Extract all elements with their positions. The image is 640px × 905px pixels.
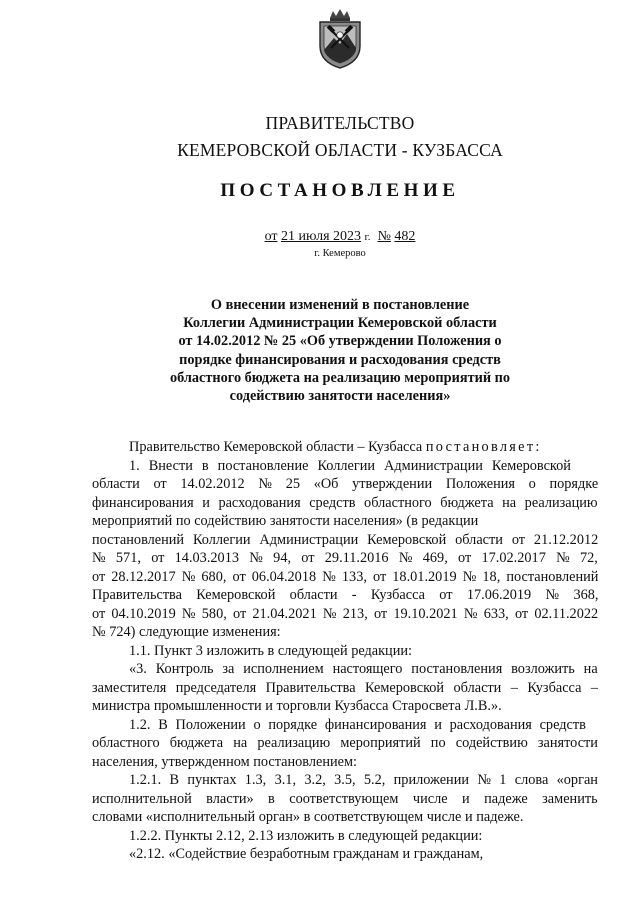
subject-line: О внесении изменений в постановление	[210, 297, 470, 313]
body-line: от 28.12.2017 № 680, от 06.04.2018 № 133, от 18.01.2019 № 18, постановлений	[92, 568, 599, 585]
date-prefix: от	[264, 229, 278, 244]
body-line: Правительства Кемеровской области - Кузбасса от 17.06.2019 № 368,	[92, 587, 599, 603]
government-title-line1: ПРАВИТЕЛЬСТВО	[265, 113, 415, 133]
subject-line: от 14.02.2012 № 25 «Об утверждении Положения о	[178, 333, 502, 350]
body-line: постановлений Коллегии Администрации Кемеровской области от 21.12.2012	[92, 531, 599, 548]
body-line: 1.2.1. В пунктах 1.3, 3.1, 3.2, 3.5, 5.2, приложении № 1 слова «орган	[129, 772, 598, 788]
body-line: исполнительной власти» в соответствующем числе и падеже заменить	[92, 790, 598, 807]
document-subject	[150, 296, 530, 405]
body-line: министра промышленности и торговли Кузбасса Старосвета Л.В.».	[92, 698, 502, 714]
date-number-line	[0, 229, 640, 245]
document-date: 21 июля 2023	[281, 229, 362, 244]
subject-line: областного бюджета на реализацию мероприятий по	[169, 369, 511, 386]
number-sign: №	[377, 229, 391, 244]
document-type: ПОСТАНОВЛЕНИЕ	[220, 180, 460, 201]
body-line: словами «исполнительный орган» в соответствующем числе и падеже.	[92, 809, 524, 825]
body-line: финансирования и расходования средств областного бюджета на реализацию	[92, 494, 598, 511]
body-line: заместителя председателя Правительства Кемеровской области – Кузбасса –	[92, 679, 598, 696]
subject-line: Коллегии Администрации Кемеровской области	[183, 315, 497, 332]
preamble-decree-word: постановляет:	[425, 439, 542, 455]
body-line: «3. Контроль за исполнением настоящего постановления возложить на	[129, 661, 598, 677]
preamble-text: Правительство Кемеровской области – Кузбасса	[129, 439, 423, 455]
body-line: области от 14.02.2012 № 25 «Об утверждении Положения о порядке	[92, 476, 599, 492]
body-line: от 04.10.2019 № 580, от 21.04.2021 № 213, от 19.10.2021 № 633, от 02.11.2022	[92, 605, 599, 622]
document-number: 482	[394, 229, 416, 244]
subject-line: порядке финансирования и расходования средств	[179, 351, 501, 368]
body-line: № 724) следующие изменения:	[92, 624, 281, 640]
subject-line: содействию занятости населения»	[229, 388, 451, 405]
body-line: мероприятий по содействию занятости населения» (в редакции	[92, 513, 479, 529]
body-line: населения, утвержденном постановлением:	[92, 753, 358, 770]
body-line: «2.12. «Содействие безработным гражданам и гражданам,	[129, 846, 484, 862]
government-title-line2: КЕМЕРОВСКОЙ ОБЛАСТИ - КУЗБАССА	[177, 140, 503, 160]
body-line: областного бюджета на реализацию мероприятий по содействию занятости	[92, 735, 598, 751]
body-line: 1.2. В Положении о порядке финансирования и расходования средств	[129, 716, 586, 733]
preamble	[92, 438, 598, 457]
body-line: № 571, от 14.03.2013 № 94, от 29.11.2016 № 469, от 17.02.2017 № 72,	[92, 550, 598, 566]
body-line: 1.1. Пункт 3 изложить в следующей редакции:	[129, 642, 412, 659]
body-line: 1. Внести в постановление Коллегии Администрации Кемеровской	[129, 457, 571, 474]
body-line: 1.2.2. Пункты 2.12, 2.13 изложить в следующей редакции:	[129, 827, 483, 844]
date-suffix: г.	[364, 231, 371, 243]
document-body	[92, 438, 598, 864]
coat-of-arms-icon	[314, 8, 366, 70]
city: г. Кемерово	[314, 248, 366, 259]
